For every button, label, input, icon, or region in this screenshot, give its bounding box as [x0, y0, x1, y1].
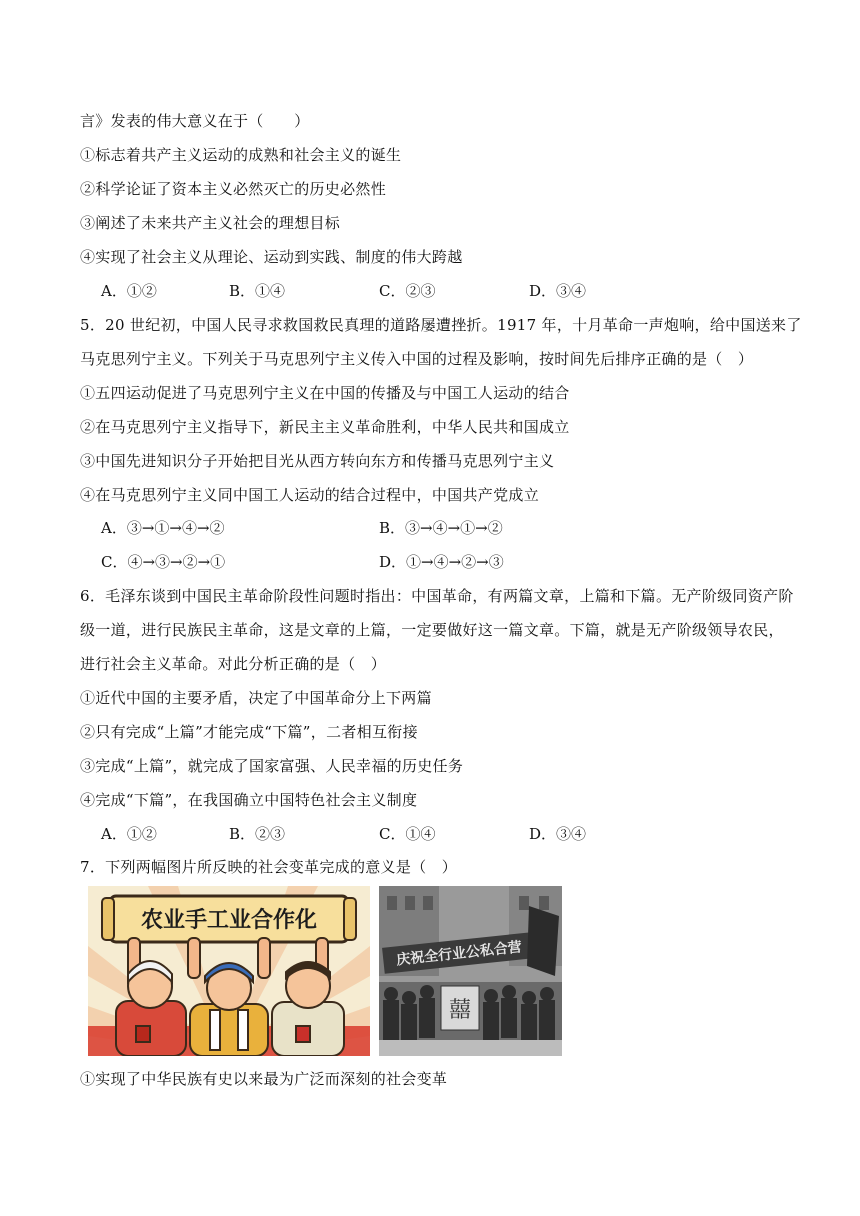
q4-option-c: C．②③	[379, 282, 436, 300]
q5-option-c: C．④→③→②→①	[101, 553, 226, 571]
q4-option-d: D．③④	[529, 282, 587, 300]
q4-item-1: ①标志着共产主义运动的成熟和社会主义的诞生	[80, 146, 402, 164]
q6-stem-line-1: 6．毛泽东谈到中国民主革命阶段性问题时指出：中国革命，有两篇文章，上篇和下篇。无产阶级同资产阶	[80, 587, 794, 605]
q7-stem: 7．下列两幅图片所反映的社会变革完成的意义是（ ）	[80, 858, 458, 876]
q5-stem-line-2: 马克思列宁主义。下列关于马克思列宁主义传入中国的过程及影响，按时间先后排序正确的是（ ）	[80, 350, 754, 368]
q5-item-2: ②在马克思列宁主义指导下，新民主主义革命胜利，中华人民共和国成立	[80, 418, 570, 436]
q4-item-4: ④实现了社会主义从理论、运动到实践、制度的伟大跨越	[80, 248, 463, 266]
poster-banner-text: 农业手工业合作化	[140, 908, 318, 933]
joint-ownership-celebration-photo	[379, 886, 562, 1056]
q5-option-b: B．③→④→①→②	[379, 519, 503, 537]
q6-item-2: ②只有完成“上篇”才能完成“下篇”，二者相互衔接	[80, 723, 418, 741]
cooperative-poster-image	[88, 886, 370, 1056]
q6-option-c: C．①④	[379, 825, 436, 843]
q6-item-4: ④完成“下篇”，在我国确立中国特色社会主义制度	[80, 791, 418, 809]
q6-option-b: B．②③	[229, 825, 286, 843]
q5-option-a: A．③→①→④→②	[101, 519, 225, 537]
q5-stem-line-1: 5．20 世纪初，中国人民寻求救国救民真理的道路屡遭挫折。1917 年，十月革命一声炮响，给中国送来了	[80, 316, 802, 334]
q5-option-d: D．①→④→②→③	[379, 553, 504, 571]
photo-placard-sign: 囍	[448, 998, 472, 1023]
q6-item-3: ③完成“上篇”，就完成了国家富强、人民幸福的历史任务	[80, 757, 464, 775]
q4-item-3: ③阐述了未来共产主义社会的理想目标	[80, 214, 341, 232]
q6-stem-line-2: 级一道，进行民族民主革命，这是文章的上篇，一定要做好这一篇文章。下篇，就是无产阶级领导农民，	[80, 621, 784, 639]
q4-option-b: B．①④	[229, 282, 286, 300]
q7-item-1: ①实现了中华民族有史以来最为广泛而深刻的社会变革	[80, 1070, 448, 1088]
q6-stem-line-3: 进行社会主义革命。对此分析正确的是（ ）	[80, 655, 387, 673]
q4-stem-tail: 言》发表的伟大意义在于（ ）	[80, 112, 310, 130]
q5-item-1: ①五四运动促进了马克思列宁主义在中国的传播及与中国工人运动的结合	[80, 384, 570, 402]
photo-banner-text: 庆祝全行业公私合营	[395, 939, 523, 969]
q4-option-a: A．①②	[101, 282, 157, 300]
q4-item-2: ②科学论证了资本主义必然灭亡的历史必然性	[80, 180, 387, 198]
q6-option-a: A．①②	[101, 825, 157, 843]
q5-item-3: ③中国先进知识分子开始把目光从西方转向东方和传播马克思列宁主义	[80, 452, 555, 470]
q6-option-d: D．③④	[529, 825, 587, 843]
q6-item-1: ①近代中国的主要矛盾，决定了中国革命分上下两篇	[80, 689, 432, 707]
q5-item-4: ④在马克思列宁主义同中国工人运动的结合过程中，中国共产党成立	[80, 486, 540, 504]
